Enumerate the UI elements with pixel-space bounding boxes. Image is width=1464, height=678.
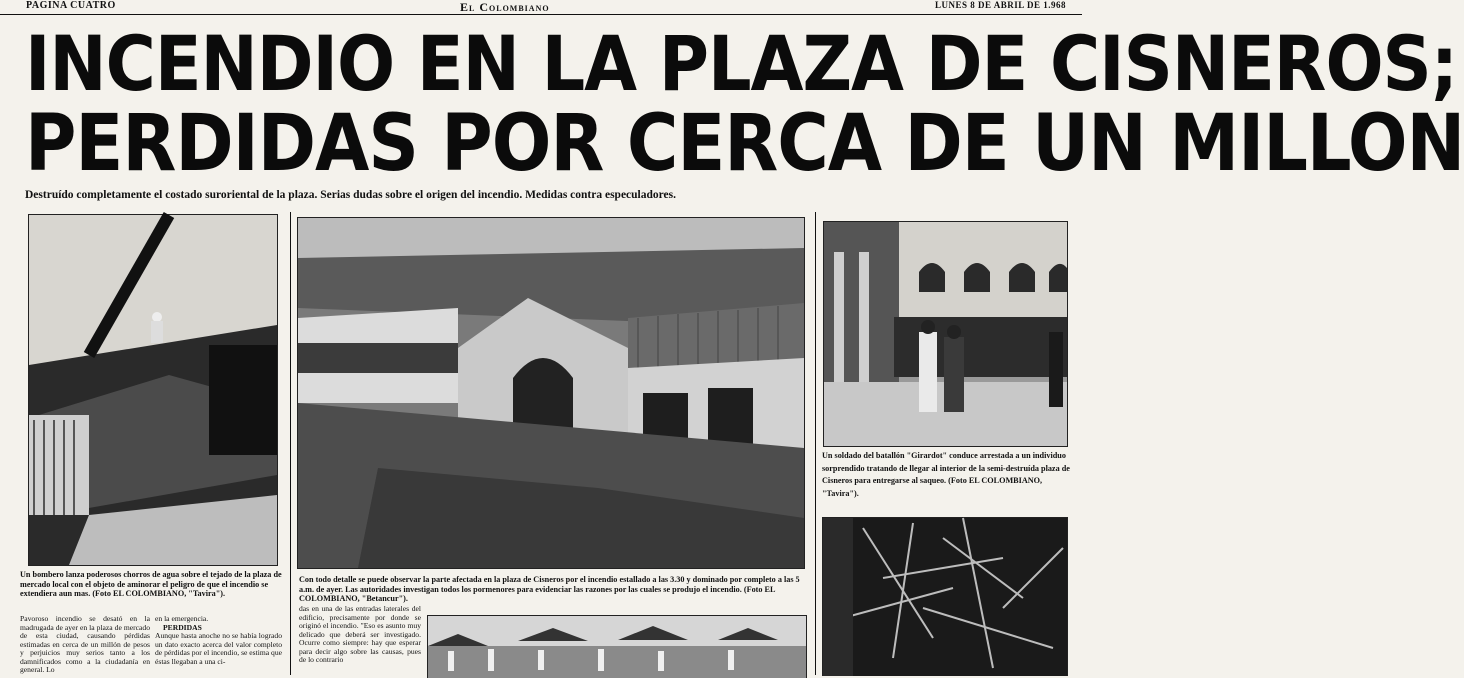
photo-caption-left: Un bombero lanza poderosos chorros de agua sobre el tejado de la plaza de mercado local con el objeto de aminorar el peligro de que el incendio se extendiera aun mas. (Foto EL COLOMBIANO, "Tavira"). [20, 570, 282, 599]
plaza-photo [297, 217, 805, 569]
top-rule [0, 14, 1082, 15]
section-heading: PERDIDAS [163, 622, 202, 632]
article-text: en la emergencia. [155, 614, 209, 623]
subheadline: Destruído completamente el costado suroriental de la plaza. Serias dudas sobre el origen del incendio. Medidas contra especuladores. [25, 189, 677, 201]
article-text: das en una de las entradas laterales del edificio, precisamente por donde se originó el incendio. "Eso es asunto muy delicado que deberá ser investigado. Ocurre como siempre: hay que esperar para decir algo sobre las causas, pues de lo contrario [299, 604, 421, 664]
headline-line-2: PERDIDAS POR CERCA DE UN MILLON [25, 99, 1464, 189]
page-label: PAGINA CUATRO [26, 0, 116, 11]
article-text: Aunque hasta anoche no se había logrado un dato exacto acerca del valor completo de pérdidas por el incendio, se estima que éstas llegaban a una ci- [155, 631, 282, 666]
article-column-3 [299, 605, 421, 675]
soldado-photo [823, 221, 1068, 447]
dateline: LUNES 8 DE ABRIL DE 1.968 [934, 0, 1066, 10]
article-text: Pavoroso incendio se desató en la madrugada de ayer en la plaza de mercado de esta ciudad, causando pérdidas estimadas en cerca de un millón de pesos y perjuicios muy serios tanto a los damnificados como a la ciudadanía en general. Lo [20, 614, 150, 674]
masthead: El Colombiano [460, 0, 550, 14]
bombero-photo [28, 214, 278, 566]
article-column-1 [20, 615, 150, 675]
article-column-2 [155, 615, 282, 675]
column-rule [290, 212, 291, 675]
escombros-photo [822, 517, 1068, 676]
column-rule [815, 212, 816, 675]
photo-caption-right: Un soldado del batallón "Girardot" conduce arrestada a un individuo sorprendido tratando de llegar al interior de la semi-destruída plaza de Cisneros para entregarse al saqueo. (Foto EL COLOMBIANO, "Tavira"). [822, 451, 1070, 499]
headline-line-1: INCENDIO EN LA PLAZA DE CISNEROS; [25, 19, 1458, 108]
mercado-photo [427, 615, 807, 678]
photo-caption-center: Con todo detalle se puede observar la parte afectada en la plaza de Cisneros por el incendio estallado a las 3.30 y dominado por completo a las 5 a.m. de ayer. Las autoridades investigan todos los pormenores para evidenciar las razones por las cuales se produjo el incendio. (Foto EL COLOMBIANO, "Betancur"). [299, 575, 800, 604]
